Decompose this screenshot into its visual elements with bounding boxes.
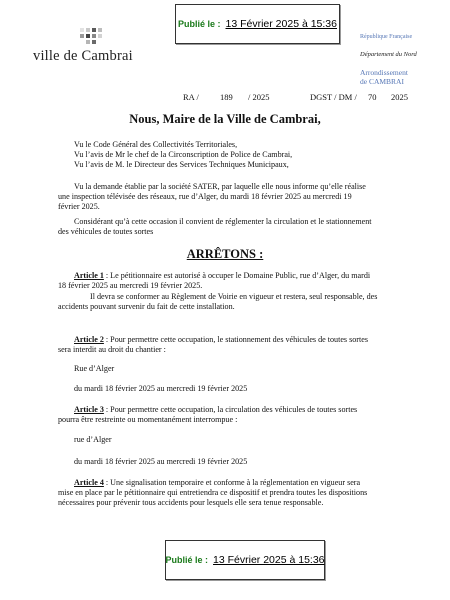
- considerant-line-2: des véhicules de toutes sortes: [58, 227, 154, 236]
- article-4-line-1: Article 4 : Une signalisation temporaire et conforme à la réglementation en vigueur sera: [74, 478, 361, 487]
- demande-line-3: février 2025.: [58, 202, 100, 211]
- ref-ra-number: 189: [220, 92, 233, 102]
- ref-ra: RA /: [183, 92, 199, 102]
- article-2-dates: du mardi 18 février 2025 au mercredi 19 février 2025: [74, 384, 248, 393]
- demande-line-2: une inspection télévisée des réseaux, rue d’Alger, du mardi 18 février 2025 au mercredi 19: [58, 192, 352, 201]
- publication-stamp-top: [175, 4, 340, 44]
- vu-line-2: Vu l’avis de Mr le chef de la Circonscription de Police de Cambrai,: [74, 150, 293, 159]
- arrondissement-label: [360, 68, 440, 86]
- article-3-line-2: pourra être restreinte ou momentanément interrompue :: [58, 415, 238, 424]
- article-4-line-3: nécessaires pour prévenir tous accidents pour lesquels elle sera tenue responsable.: [58, 498, 324, 507]
- ref-ra-year: / 2025: [248, 92, 270, 102]
- article-3-line-1: Article 3 : Pour permettre cette occupation, la circulation des véhicules de toutes sortes: [74, 405, 358, 414]
- vu-line-3: Vu l’avis de M. le Directeur des Services Techniques Municipaux,: [74, 160, 289, 169]
- ref-dgst-year: 2025: [391, 92, 408, 102]
- article-1-line-4: accidents pouvant survenir du fait de cette installation.: [58, 302, 235, 311]
- article-1-line-1: Article 1 : Le pétitionnaire est autorisé à occuper le Domaine Public, rue d’Alger, du mardi: [74, 271, 371, 280]
- republic-label: République Française: [360, 34, 413, 40]
- document-title: Nous, Maire de la Ville de Cambrai,: [129, 112, 321, 126]
- article-2-label: Article 2: [74, 335, 104, 344]
- article-1-line-3: Il devra se conformer au Règlement de Voirie en vigueur et restera, seul responsable, des: [90, 292, 378, 301]
- stamp-date: 13 Février 2025 à 15:36: [225, 18, 337, 30]
- article-2-line-1: Article 2 : Pour permettre cette occupation, le stationnement des véhicules de toutes sortes: [74, 335, 368, 344]
- ref-dgst: DGST / DM /: [310, 92, 357, 102]
- article-4-label: Article 4: [74, 478, 104, 487]
- stamp-label: Publié le :: [177, 19, 221, 29]
- arretons-heading: ARRÊTONS :: [186, 247, 264, 261]
- article-4-line-2: mise en place par le pétitionnaire qui entretiendra ce dispositif et prendra toutes les dispositions: [58, 488, 368, 497]
- article-3-street: rue d’Alger: [74, 435, 112, 444]
- article-2-line-2: sera interdit au droit du chantier :: [58, 345, 166, 354]
- vu-line-1: Vu le Code Général des Collectivités Territoriales,: [74, 140, 238, 149]
- arrondissement-line-2: de CAMBRAI: [360, 77, 404, 86]
- department-label: Département du Nord: [360, 51, 417, 58]
- arrondissement-line-1: Arrondissement: [360, 68, 408, 77]
- article-1-line-2: 18 février 2025 au mercredi 19 février 2025.: [58, 281, 203, 290]
- ref-dgst-number: 70: [368, 92, 377, 102]
- cambrai-emblem-icon: [80, 28, 102, 44]
- city-logo: [33, 28, 143, 64]
- article-3-dates: du mardi 18 février 2025 au mercredi 19 février 2025: [74, 457, 248, 466]
- publication-stamp-bottom: [165, 540, 325, 580]
- article-3-label: Article 3: [74, 405, 104, 414]
- city-name: ville de Cambrai: [33, 48, 133, 64]
- article-2-street: Rue d’Alger: [74, 364, 115, 373]
- article-1-label: Article 1: [74, 271, 104, 280]
- stamp-date: 13 Février 2025 à 15:36: [213, 554, 325, 566]
- considerant-line-1: Considérant qu’à cette occasion il convient de réglementer la circulation et le stationnement: [74, 217, 372, 226]
- demande-line-1: Vu la demande établie par la société SATER, par laquelle elle nous informe qu’elle réalise: [74, 182, 366, 191]
- stamp-label: Publié le :: [165, 555, 209, 565]
